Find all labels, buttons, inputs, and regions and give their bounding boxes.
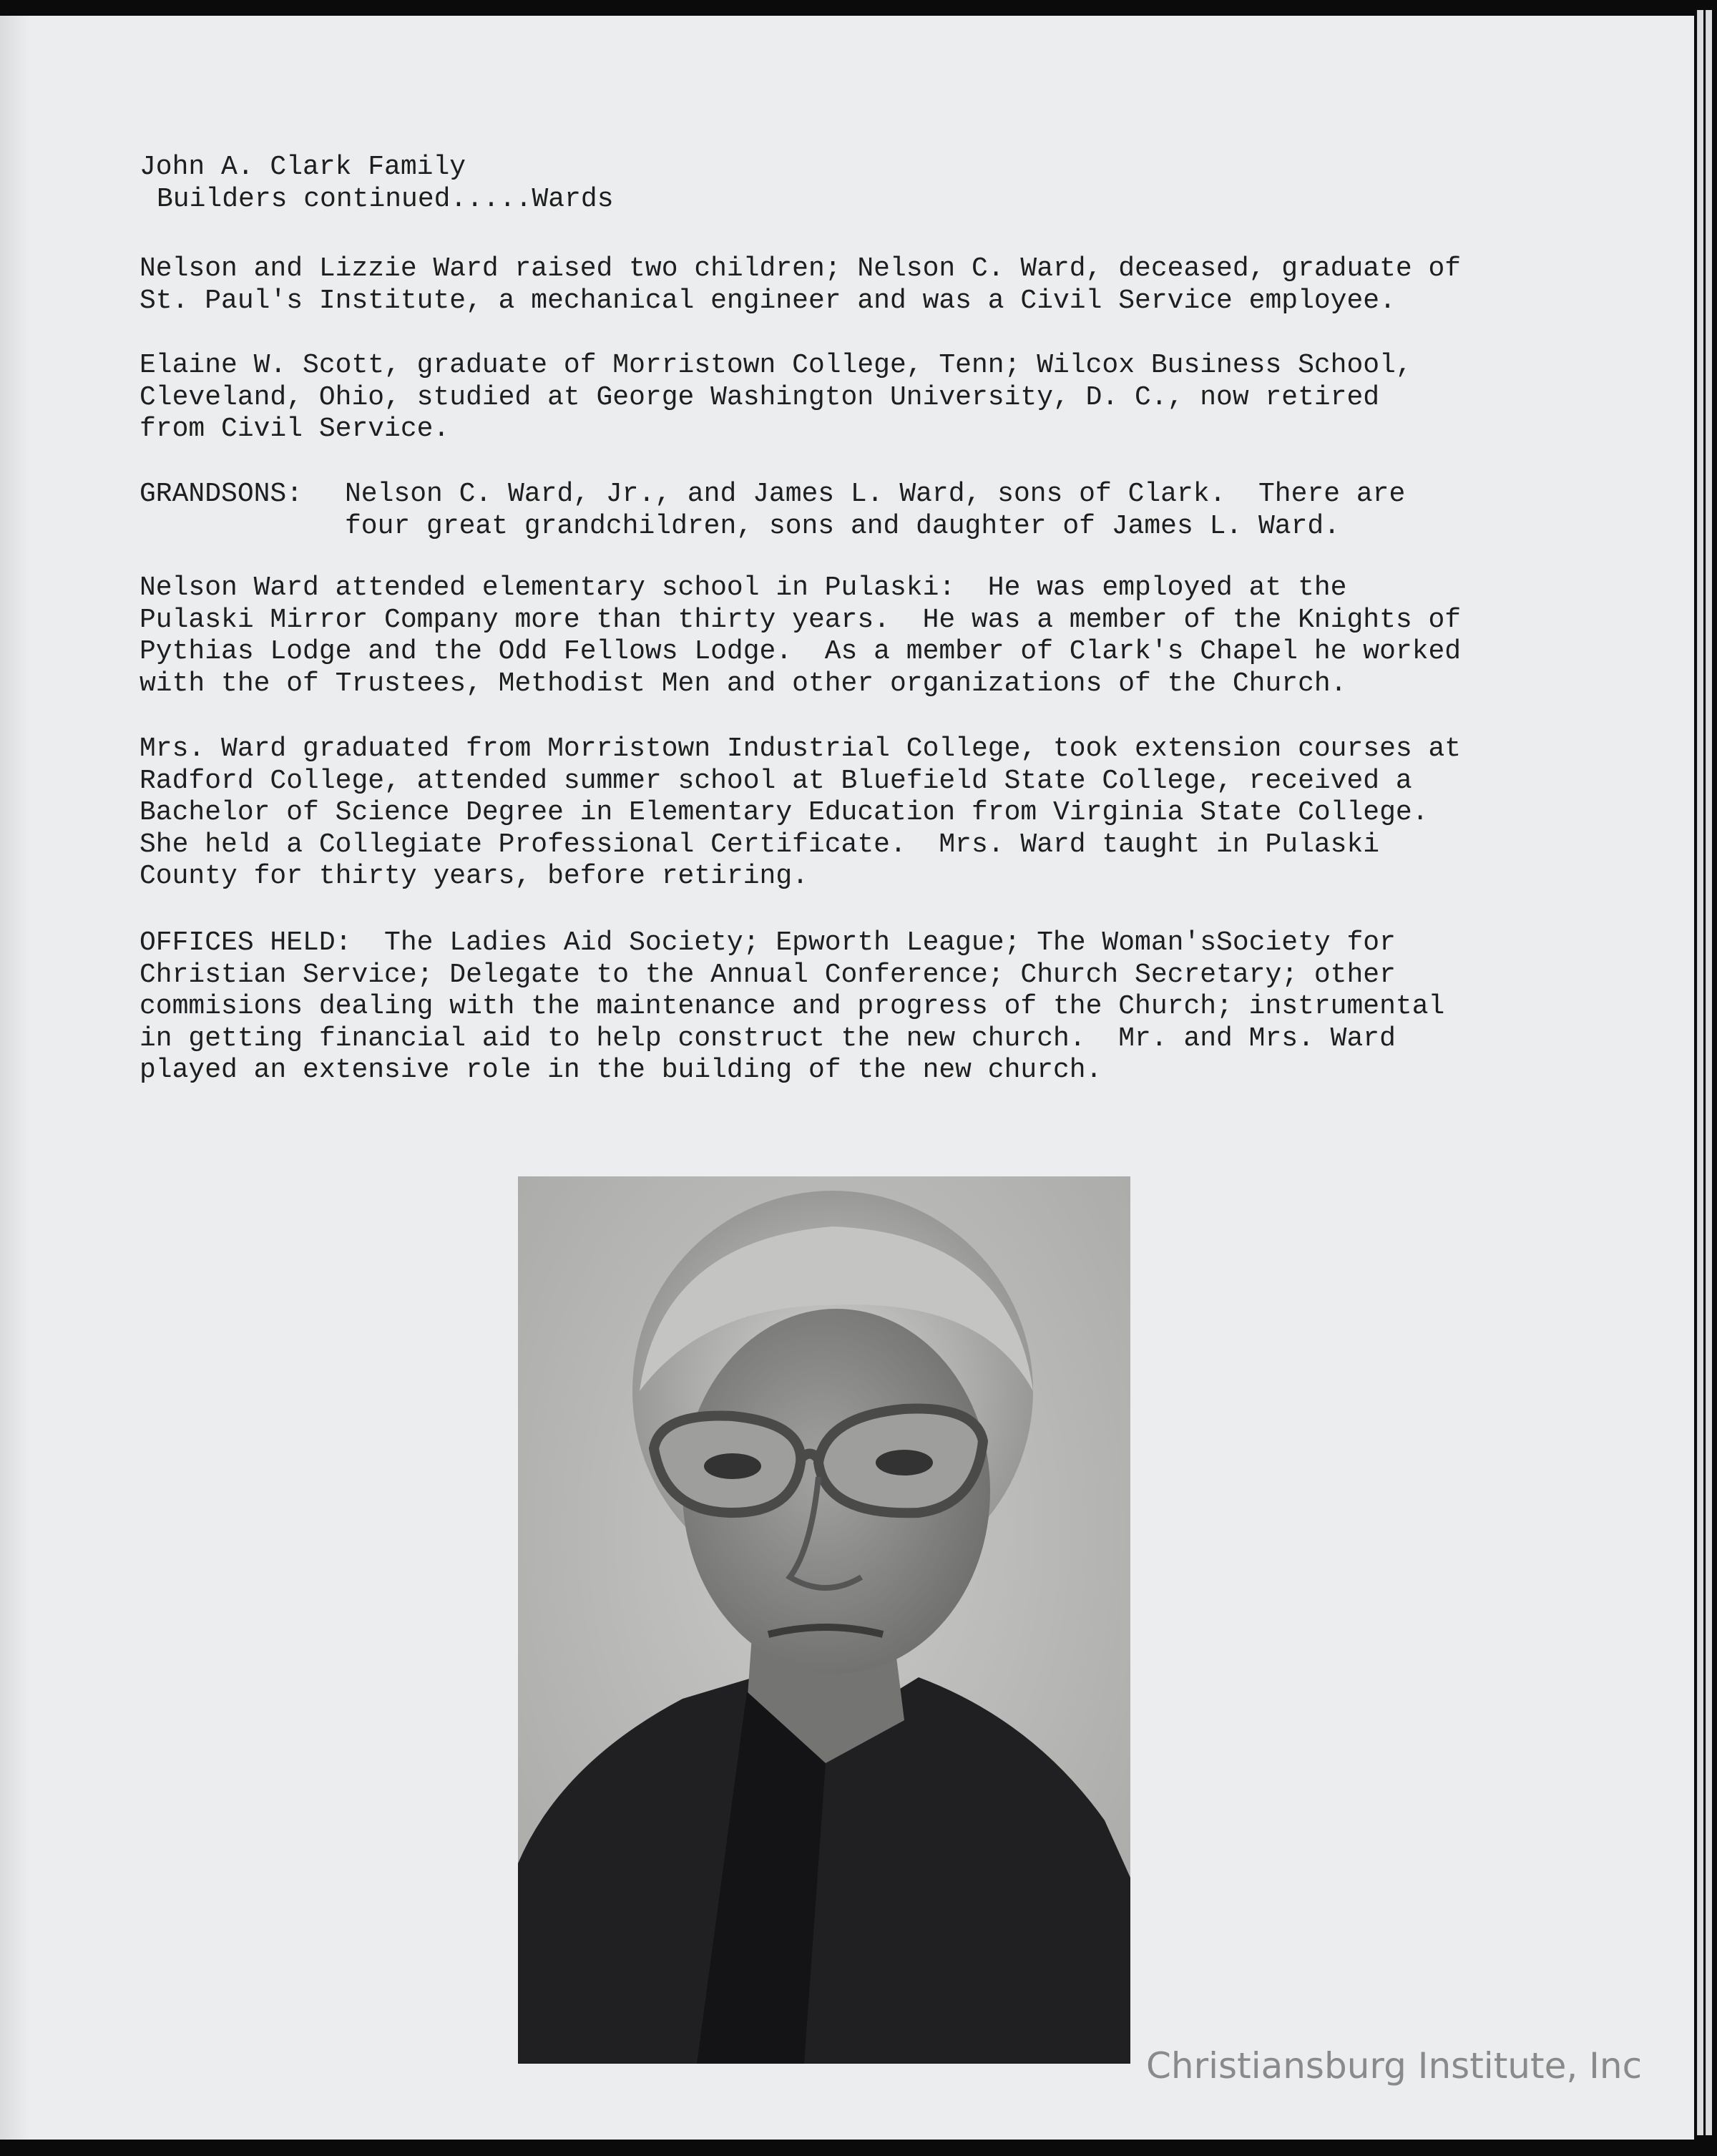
header-subtitle: Builders continued.....Wards (157, 183, 614, 215)
text-line: St. Paul's Institute, a mechanical engineer and was a Civil Service employee. (140, 285, 1396, 316)
text-line: Bachelor of Science Degree in Elementary Education from Virginia State College. (140, 797, 1429, 828)
paragraph-children (140, 253, 1542, 317)
text-line: commisions dealing with the maintenance and progress of the Church; instrumental (140, 991, 1445, 1022)
text-line: County for thirty years, before retiring. (140, 861, 808, 892)
text-line: played an extensive role in the building of the new church. (140, 1055, 1102, 1086)
grandsons-label: GRANDSONS: (140, 479, 303, 509)
document-page (0, 16, 1694, 2140)
header-title: John A. Clark Family (140, 152, 466, 182)
paragraph-offices-held (140, 927, 1542, 1087)
page-gutter-shadow (0, 16, 29, 2140)
text-line: from Civil Service. (140, 414, 450, 444)
text-line: Nelson Ward attended elementary school in Pulaski: He was employed at the (140, 572, 1347, 603)
document-header (140, 152, 1542, 215)
text-line: Radford College, attended summer school at Bluefield State College, received a (140, 765, 1412, 796)
text-line: OFFICES HELD: The Ladies Aid Society; Epworth League; The Woman'sSociety for (140, 927, 1396, 958)
text-line: in getting financial aid to help construct the new church. Mr. and Mrs. Ward (140, 1023, 1396, 1054)
text-line: Elaine W. Scott, graduate of Morristown College, Tenn; Wilcox Business School, (140, 350, 1412, 381)
text-line: Nelson C. Ward, Jr., and James L. Ward, sons of Clark. There are (345, 479, 1406, 509)
page-edge-right-2 (1706, 10, 1712, 2135)
watermark-text: Christiansburg Institute, Inc (1146, 2045, 1643, 2087)
text-line: Pulaski Mirror Company more than thirty years. He was a member of the Knights of (140, 604, 1462, 635)
paragraph-elaine (140, 350, 1542, 446)
paragraph-nelson-ward (140, 572, 1542, 700)
text-line: Pythias Lodge and the Odd Fellows Lodge. As a member of Clark's Chapel he worked (140, 636, 1462, 667)
text-line: She held a Collegiate Professional Certificate. Mrs. Ward taught in Pulaski (140, 829, 1380, 860)
text-line: Mrs. Ward graduated from Morristown Industrial College, took extension courses at (140, 733, 1462, 764)
text-line: four great grandchildren, sons and daughter of James L. Ward. (345, 510, 1341, 542)
portrait-illustration (518, 1176, 1130, 2064)
portrait-photo (518, 1176, 1130, 2064)
paragraph-grandsons (140, 479, 1542, 542)
text-line: with the of Trustees, Methodist Men and other organizations of the Church. (140, 668, 1347, 699)
text-line: Cleveland, Ohio, studied at George Washington University, D. C., now retired (140, 381, 1380, 413)
page-edge-right (1697, 10, 1703, 2135)
text-line: Nelson and Lizzie Ward raised two children; Nelson C. Ward, deceased, graduate of (140, 253, 1462, 284)
paragraph-mrs-ward (140, 733, 1542, 893)
text-line: Christian Service; Delegate to the Annual Conference; Church Secretary; other (140, 959, 1396, 990)
